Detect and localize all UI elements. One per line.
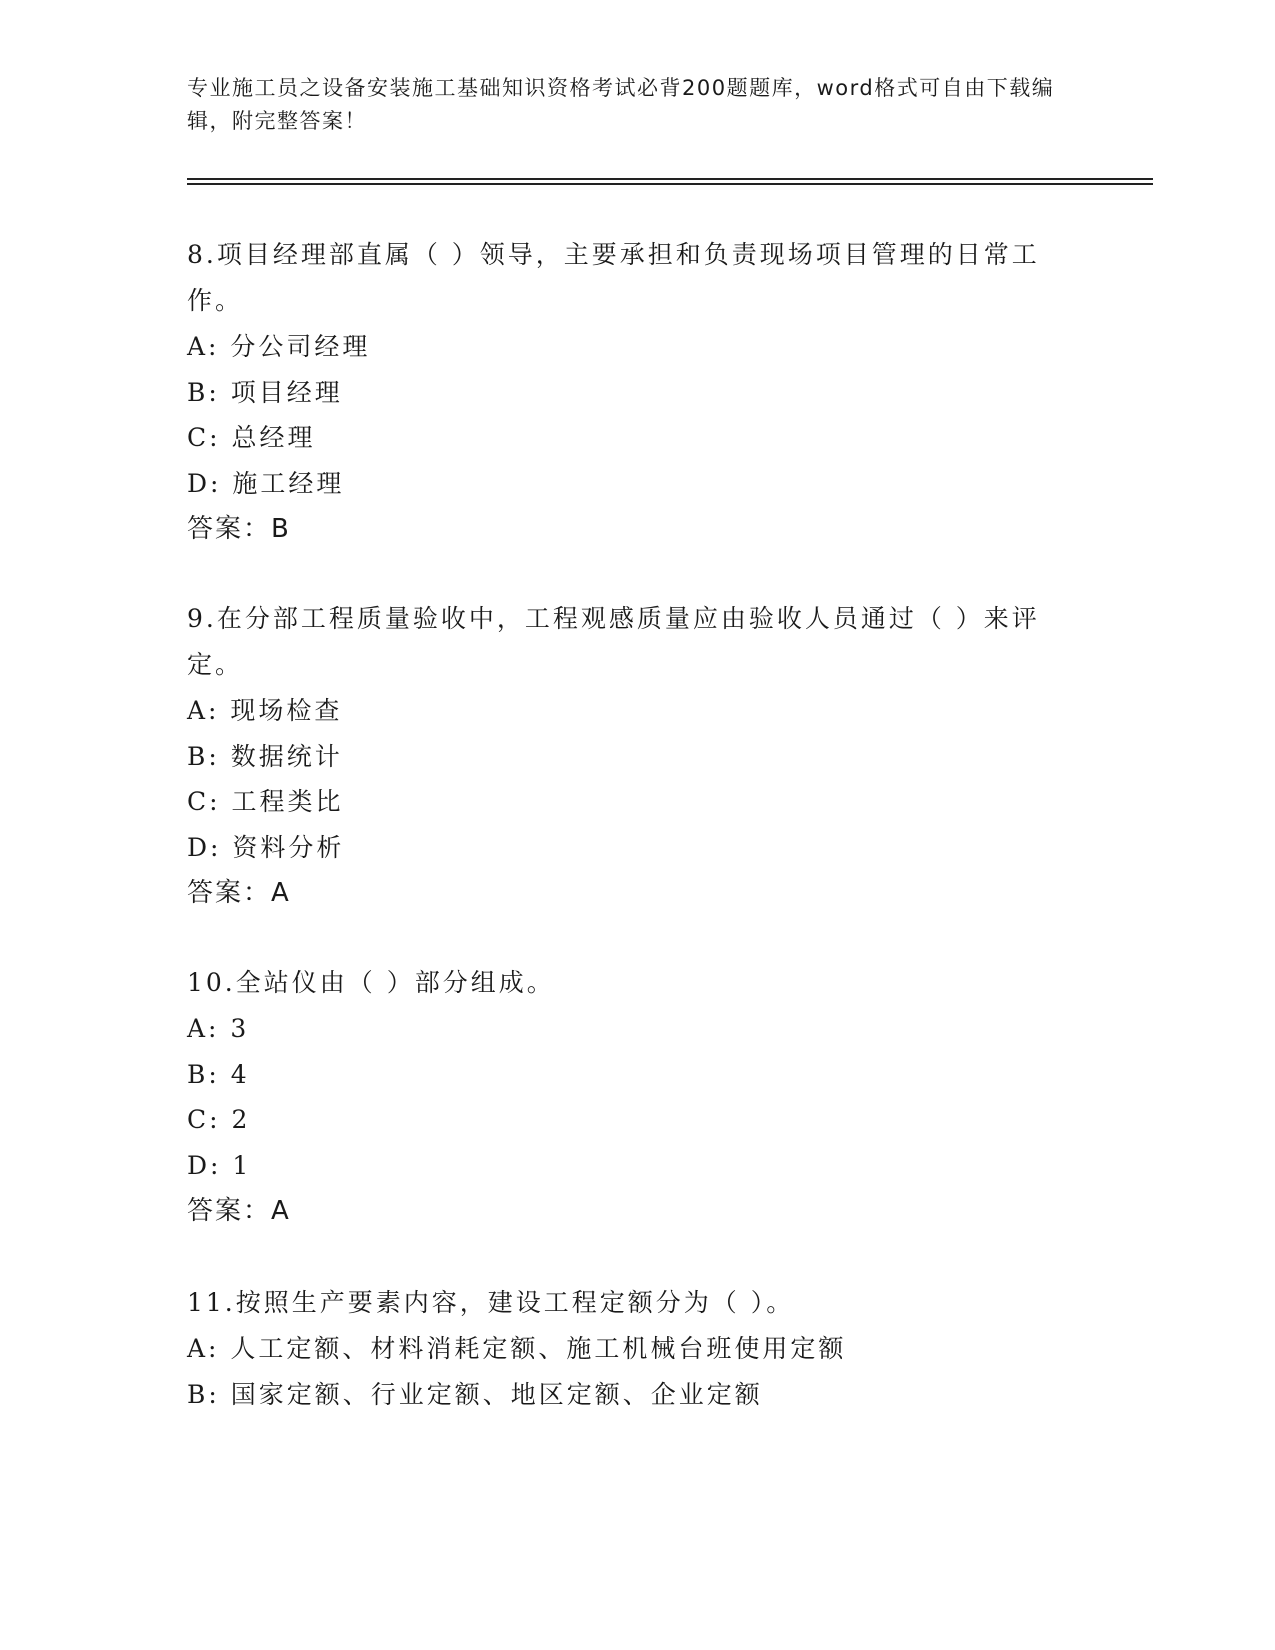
question-stem: 10.全站仪由（ ）部分组成。 — [187, 968, 555, 997]
option-a: A: 分公司经理 — [187, 332, 371, 361]
question-stem: 9.在分部工程质量验收中，工程观感质量应由验收人员通过（ ）来评定。 — [187, 604, 1040, 679]
question-11 — [187, 1280, 1087, 1417]
document-header — [187, 72, 1087, 138]
header-divider-bottom — [187, 183, 1153, 185]
answer: 答案：A — [187, 878, 291, 908]
question-stem: 8.项目经理部直属（ ）领导，主要承担和负责现场项目管理的日常工作。 — [187, 240, 1040, 315]
answer: 答案：B — [187, 514, 291, 544]
option-d: D: 资料分析 — [187, 832, 345, 862]
option-d: D: 1 — [187, 1150, 252, 1180]
question-10 — [187, 960, 1087, 1234]
option-b: B: 数据统计 — [187, 741, 343, 771]
option-c: C: 工程类比 — [187, 787, 344, 816]
option-a: A: 现场检查 — [187, 696, 343, 725]
question-stem: 11.按照生产要素内容，建设工程定额分为（ ）。 — [187, 1288, 795, 1317]
header-divider-top — [187, 178, 1153, 180]
question-8 — [187, 232, 1087, 552]
document-title: 专业施工员之设备安装施工基础知识资格考试必背200题题库，word格式可自由下载编辑，附完整答案！ — [187, 76, 1055, 133]
option-c: C: 2 — [187, 1105, 251, 1134]
option-a: A: 人工定额、材料消耗定额、施工机械台班使用定额 — [187, 1334, 847, 1363]
option-a: A: 3 — [187, 1014, 250, 1043]
question-9 — [187, 596, 1087, 916]
option-b: B: 4 — [187, 1059, 250, 1089]
option-d: D: 施工经理 — [187, 468, 345, 498]
option-b: B: 国家定额、行业定额、地区定额、企业定额 — [187, 1379, 763, 1409]
answer: 答案：A — [187, 1196, 291, 1226]
option-b: B: 项目经理 — [187, 377, 343, 407]
option-c: C: 总经理 — [187, 423, 316, 452]
